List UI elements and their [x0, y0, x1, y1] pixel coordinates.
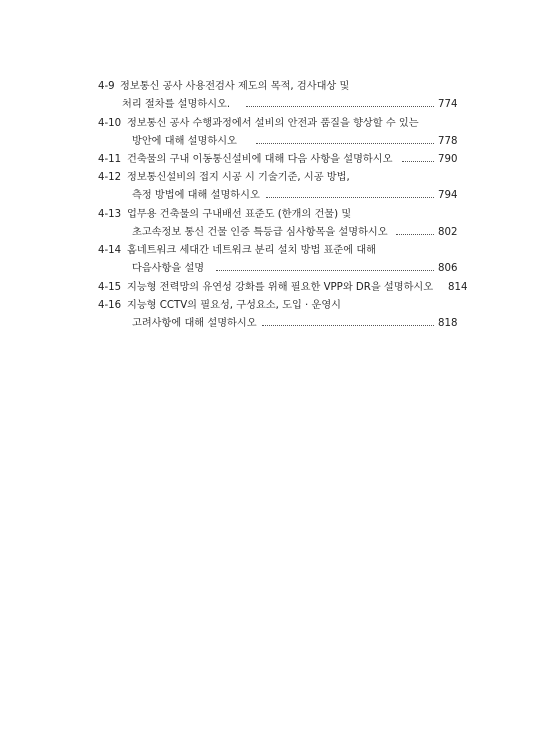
- toc-line-1: [0, 207, 555, 223]
- toc-page-number: 806: [438, 263, 458, 274]
- toc-number: 4-9: [98, 81, 115, 92]
- toc-page-number: 778: [438, 136, 458, 147]
- toc-number: 4-14: [98, 245, 122, 256]
- toc-title-continued: 초고속정보 통신 건물 인증 특등급 심사항목을 설명하시오: [132, 227, 388, 238]
- toc-line-1: [0, 79, 555, 95]
- toc-line-1: [0, 243, 555, 259]
- toc-number: 4-13: [98, 209, 122, 220]
- dot-leader: [396, 233, 434, 235]
- toc-number: 4-16: [98, 300, 122, 311]
- toc-page-number: 794: [438, 190, 458, 201]
- toc-title-continued: 처리 절차를 설명하시오.: [122, 99, 231, 110]
- toc-page-number: 790: [438, 154, 458, 165]
- toc-line-1: [0, 116, 555, 132]
- dot-leader: [262, 324, 434, 326]
- toc-leader: [396, 225, 458, 241]
- toc-line-2: [0, 261, 555, 277]
- toc-leader: [266, 188, 458, 204]
- toc-number: 4-10: [98, 118, 122, 129]
- toc-line-1: [0, 170, 555, 186]
- toc-title-continued: 방안에 대해 설명하시오: [132, 136, 237, 147]
- toc-title: 건축물의 구내 이동통신설비에 대해 다음 사항을 설명하시오: [127, 154, 393, 165]
- toc-title: 정보통신 공사 수행과정에서 설비의 안전과 품질을 향상할 수 있는: [127, 118, 419, 129]
- toc-number: 4-11: [98, 154, 122, 165]
- toc-title-continued: 다음사항을 설명: [132, 263, 205, 274]
- toc-title: 정보통신 공사 사용전검사 제도의 목적, 검사대상 및: [120, 81, 350, 92]
- dot-leader: [246, 105, 434, 107]
- toc-number: 4-12: [98, 172, 122, 183]
- toc-line-2: [0, 97, 555, 113]
- toc-line-2: [0, 316, 555, 332]
- toc-leader: [256, 134, 458, 150]
- dot-leader: [402, 160, 434, 162]
- toc-title: 홈네트워크 세대간 네트워크 분리 설치 방법 표준에 대해: [127, 245, 377, 256]
- toc-page-number: 802: [438, 227, 458, 238]
- toc-line-1: [0, 298, 555, 314]
- dot-leader: [256, 142, 434, 144]
- toc-leader: [444, 280, 468, 296]
- toc-line-2: [0, 134, 555, 150]
- dot-leader: [266, 196, 434, 198]
- toc-leader: [402, 152, 458, 168]
- toc-page-number: 818: [438, 318, 458, 329]
- toc-leader: [262, 316, 458, 332]
- toc-line-2: [0, 225, 555, 241]
- toc-title: 지능형 전력망의 유연성 강화를 위해 필요한 VPP와 DR을 설명하시오: [127, 282, 434, 293]
- toc-title-continued: 고려사항에 대해 설명하시오: [132, 318, 257, 329]
- toc-line-1: [0, 152, 555, 168]
- dot-leader: [216, 269, 434, 271]
- toc-title: 업무용 건축물의 구내배선 표준도 (한개의 건물) 및: [127, 209, 352, 220]
- toc-line-1: [0, 280, 555, 296]
- toc-title: 지능형 CCTV의 필요성, 구성요소, 도입 · 운영시: [127, 300, 342, 311]
- toc-number: 4-15: [98, 282, 122, 293]
- toc-line-2: [0, 188, 555, 204]
- toc-page-number: 814: [448, 282, 468, 293]
- toc-leader: [246, 97, 458, 113]
- toc-page-number: 774: [438, 99, 458, 110]
- toc-title: 정보통신설비의 접지 시공 시 기술기준, 시공 방법,: [127, 172, 350, 183]
- toc-leader: [216, 261, 458, 277]
- toc-title-continued: 측정 방법에 대해 설명하시오: [132, 190, 260, 201]
